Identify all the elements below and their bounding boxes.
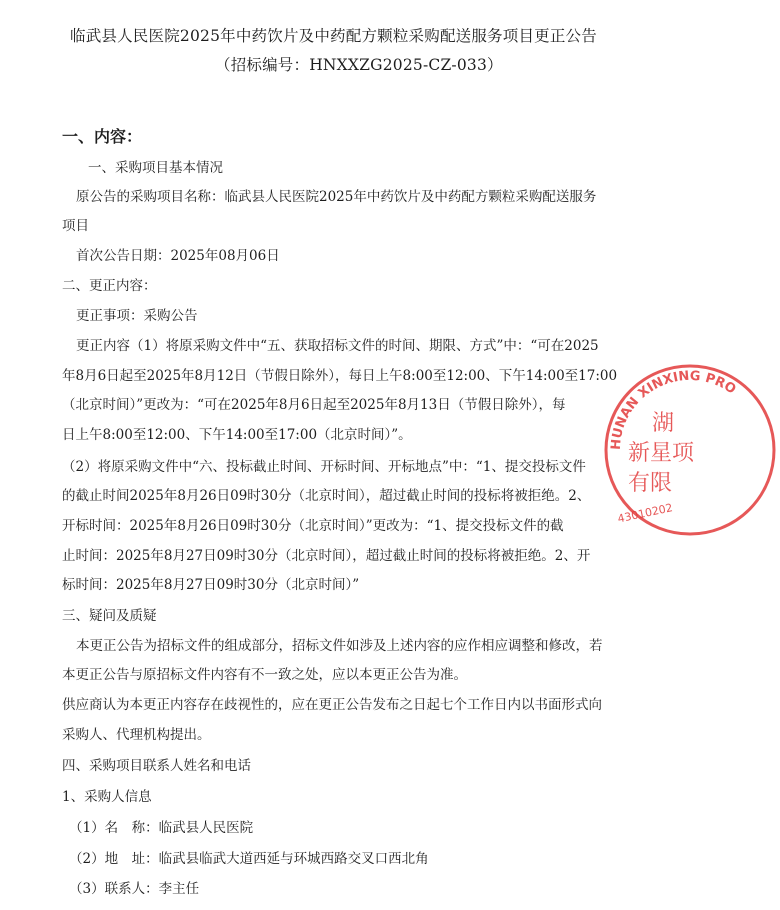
subheading-questions: 三、疑问及质疑 — [62, 608, 157, 624]
buyer-address: （2）地 址：临武县临武大道西延与环城西路交叉口西北角 — [69, 851, 429, 867]
subheading-contacts: 四、采购项目联系人姓名和电话 — [62, 758, 251, 774]
stamp-char-1: 湖 — [652, 411, 675, 436]
questions-line-2: 本更正公告与原招标文件内容有不一致之处，应以本更正公告为准。 — [62, 667, 467, 683]
section-heading-content: 一、内容： — [62, 127, 143, 146]
questions-line-1: 本更正公告为招标文件的组成部分，招标文件如涉及上述内容的应作相应调整和修改，若 — [76, 638, 603, 654]
stamp-char-2: 新星项 — [628, 441, 695, 466]
subheading-basic-info: 一、采购项目基本情况 — [88, 160, 223, 176]
buyer-name: （1）名 称：临武县人民医院 — [69, 820, 254, 836]
correction-2-line-1: （2）将原采购文件中“六、投标截止时间、开标时间、开标地点”中：“1、提交投标文件 — [62, 459, 586, 475]
correction-1-line-3: （北京时间）”更改为：“可在2025年8月6日起至2025年8月13日（节假日除外），每 — [62, 397, 566, 413]
buyer-info-heading: 1、采购人信息 — [62, 789, 152, 805]
company-seal-stamp — [600, 360, 780, 540]
subheading-corrections: 二、更正内容： — [62, 278, 157, 294]
original-name-line-2: 项目 — [62, 218, 89, 234]
correction-2-line-3: 开标时间：2025年8月26日09时30分（北京时间）”更改为：“1、提交投标文件的截 — [62, 518, 564, 534]
buyer-contact: （3）联系人：李主任 — [69, 881, 200, 897]
stamp-char-3: 有限 — [628, 471, 673, 496]
correction-2-line-5: 标时间：2025年8月27日09时30分（北京时间）” — [62, 577, 360, 593]
correction-1-line-4: 日上午8:00至12:00、下午14:00至17:00（北京时间）”。 — [62, 427, 412, 443]
stamp-ring-text: HUNAN XINXING PRO — [608, 368, 739, 451]
correction-1-line-2: 年8月6日起至2025年8月12日（节假日除外），每日上午8:00至12:00、下午14:00至17:00 — [62, 368, 618, 384]
stamp-serial: 43010202 — [616, 501, 674, 526]
questions-line-3: 供应商认为本更正内容存在歧视性的，应在更正公告发布之日起七个工作日内以书面形式向 — [62, 697, 602, 713]
correction-2-line-2: 的截止时间2025年8月26日09时30分（北京时间），超过截止时间的投标将被拒绝。2、 — [62, 488, 591, 504]
correction-2-line-4: 止时间：2025年8月27日09时30分（北京时间），超过截止时间的投标将被拒绝。2、开 — [62, 548, 591, 564]
first-announcement-date: 首次公告日期：2025年08月06日 — [76, 248, 280, 264]
correction-item: 更正事项：采购公告 — [76, 308, 198, 324]
correction-1-line-1: 更正内容（1）将原采购文件中“五、获取招标文件的时间、期限、方式”中：“可在2025 — [76, 338, 599, 354]
questions-line-4: 采购人、代理机构提出。 — [62, 727, 211, 743]
original-name-line-1: 原公告的采购项目名称：临武县人民医院2025年中药饮片及中药配方颗粒采购配送服务 — [76, 189, 597, 205]
tender-number: （招标编号：HNXXZG2025-CZ-033） — [215, 56, 503, 74]
document-title: 临武县人民医院2025年中药饮片及中药配方颗粒采购配送服务项目更正公告 — [70, 27, 597, 45]
